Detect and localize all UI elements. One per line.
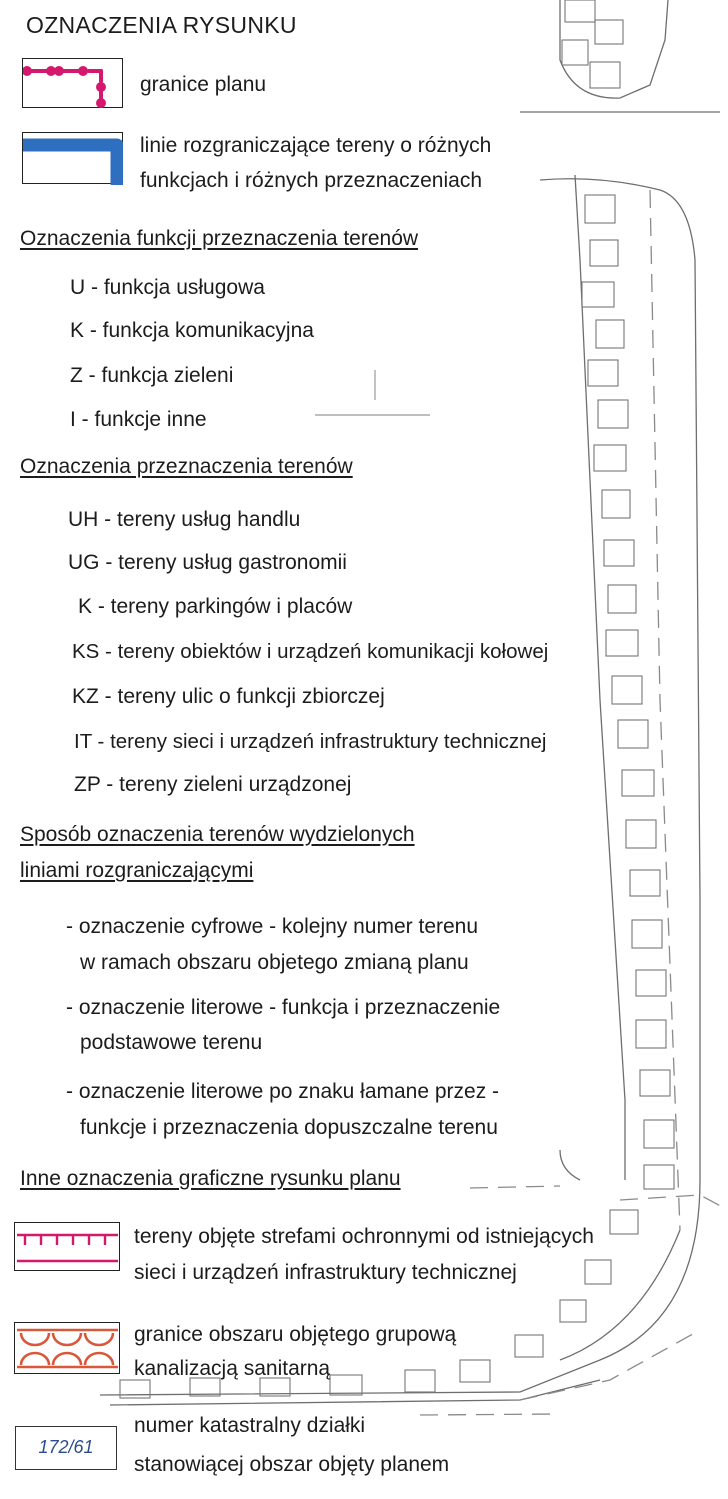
protection-zone-symbol bbox=[14, 1222, 120, 1271]
map-cross-marks bbox=[315, 370, 430, 415]
purposes-header: Oznaczenia przeznaczenia terenów bbox=[20, 455, 353, 478]
marking-header-line2: liniami rozgraniczającymi bbox=[20, 859, 254, 882]
plan-boundary-symbol bbox=[22, 58, 123, 108]
purpose-item: UH - tereny usług handlu bbox=[68, 508, 301, 531]
function-item: U - funkcja usługowa bbox=[70, 276, 265, 299]
purpose-item: KS - tereny obiektów i urządzeń komunikacji kołowej bbox=[72, 640, 549, 663]
protection-zone-line1: tereny objęte strefami ochronnymi od istniejących bbox=[134, 1225, 594, 1248]
marking-item-line2: funkcje i przeznaczenia dopuszczalne terenu bbox=[80, 1116, 498, 1139]
protection-zone-line2: sieci i urządzeń infrastruktury technicznej bbox=[134, 1261, 517, 1284]
purpose-item: KZ - tereny ulic o funkcji zbiorczej bbox=[72, 685, 385, 708]
dividing-lines-line1: linie rozgraniczające tereny o różnych bbox=[140, 134, 492, 157]
functions-header: Oznaczenia funkcji przeznaczenia terenów bbox=[20, 227, 419, 250]
dividing-lines-icon bbox=[23, 133, 123, 185]
marking-item-line2: w ramach obszaru objetego zmianą planu bbox=[80, 951, 469, 974]
dividing-lines-line2: funkcjach i różnych przeznaczeniach bbox=[140, 169, 483, 192]
other-header: Inne oznaczenia graficzne rysunku planu bbox=[20, 1167, 401, 1190]
function-item: I - funkcje inne bbox=[70, 408, 207, 431]
marking-header-line1: Sposób oznaczenia terenów wydzielonych bbox=[20, 823, 415, 846]
marking-item-line1: - oznaczenie cyfrowe - kolejny numer terenu bbox=[66, 915, 479, 938]
sewerage-icon bbox=[15, 1323, 120, 1375]
cadastral-line2: stanowiącej obszar objęty planem bbox=[134, 1453, 450, 1476]
marking-item-line2: podstawowe terenu bbox=[80, 1031, 263, 1054]
sewerage-symbol bbox=[14, 1322, 120, 1374]
plan-boundary-label: granice planu bbox=[140, 73, 267, 96]
function-item: Z - funkcja zieleni bbox=[70, 364, 234, 387]
purpose-item: IT - tereny sieci i urządzeń infrastruktury technicznej bbox=[74, 730, 547, 753]
dividing-lines-symbol bbox=[22, 132, 123, 184]
sewerage-line2: kanalizacją sanitarną bbox=[134, 1357, 331, 1380]
purpose-item: K - tereny parkingów i placów bbox=[78, 595, 353, 618]
function-item: K - funkcja komunikacyjna bbox=[70, 319, 314, 342]
marking-item-line1: - oznaczenie literowe po znaku łamane przez - bbox=[66, 1080, 500, 1103]
plan-boundary-icon bbox=[23, 59, 123, 109]
purpose-item: ZP - tereny zieleni urządzonej bbox=[74, 773, 352, 796]
protection-zone-icon bbox=[15, 1223, 120, 1271]
sewerage-line1: granice obszaru objętego grupową bbox=[134, 1323, 457, 1346]
cadastral-line1: numer katastralny działki bbox=[134, 1414, 366, 1437]
legend-title: OZNACZENIA RYSUNKU bbox=[26, 12, 297, 38]
cadastral-number-sample: 172/61 bbox=[15, 1426, 117, 1470]
marking-item-line1: - oznaczenie literowe - funkcja i przeznaczenie bbox=[66, 996, 501, 1019]
purpose-item: UG - tereny usług gastronomii bbox=[68, 551, 347, 574]
